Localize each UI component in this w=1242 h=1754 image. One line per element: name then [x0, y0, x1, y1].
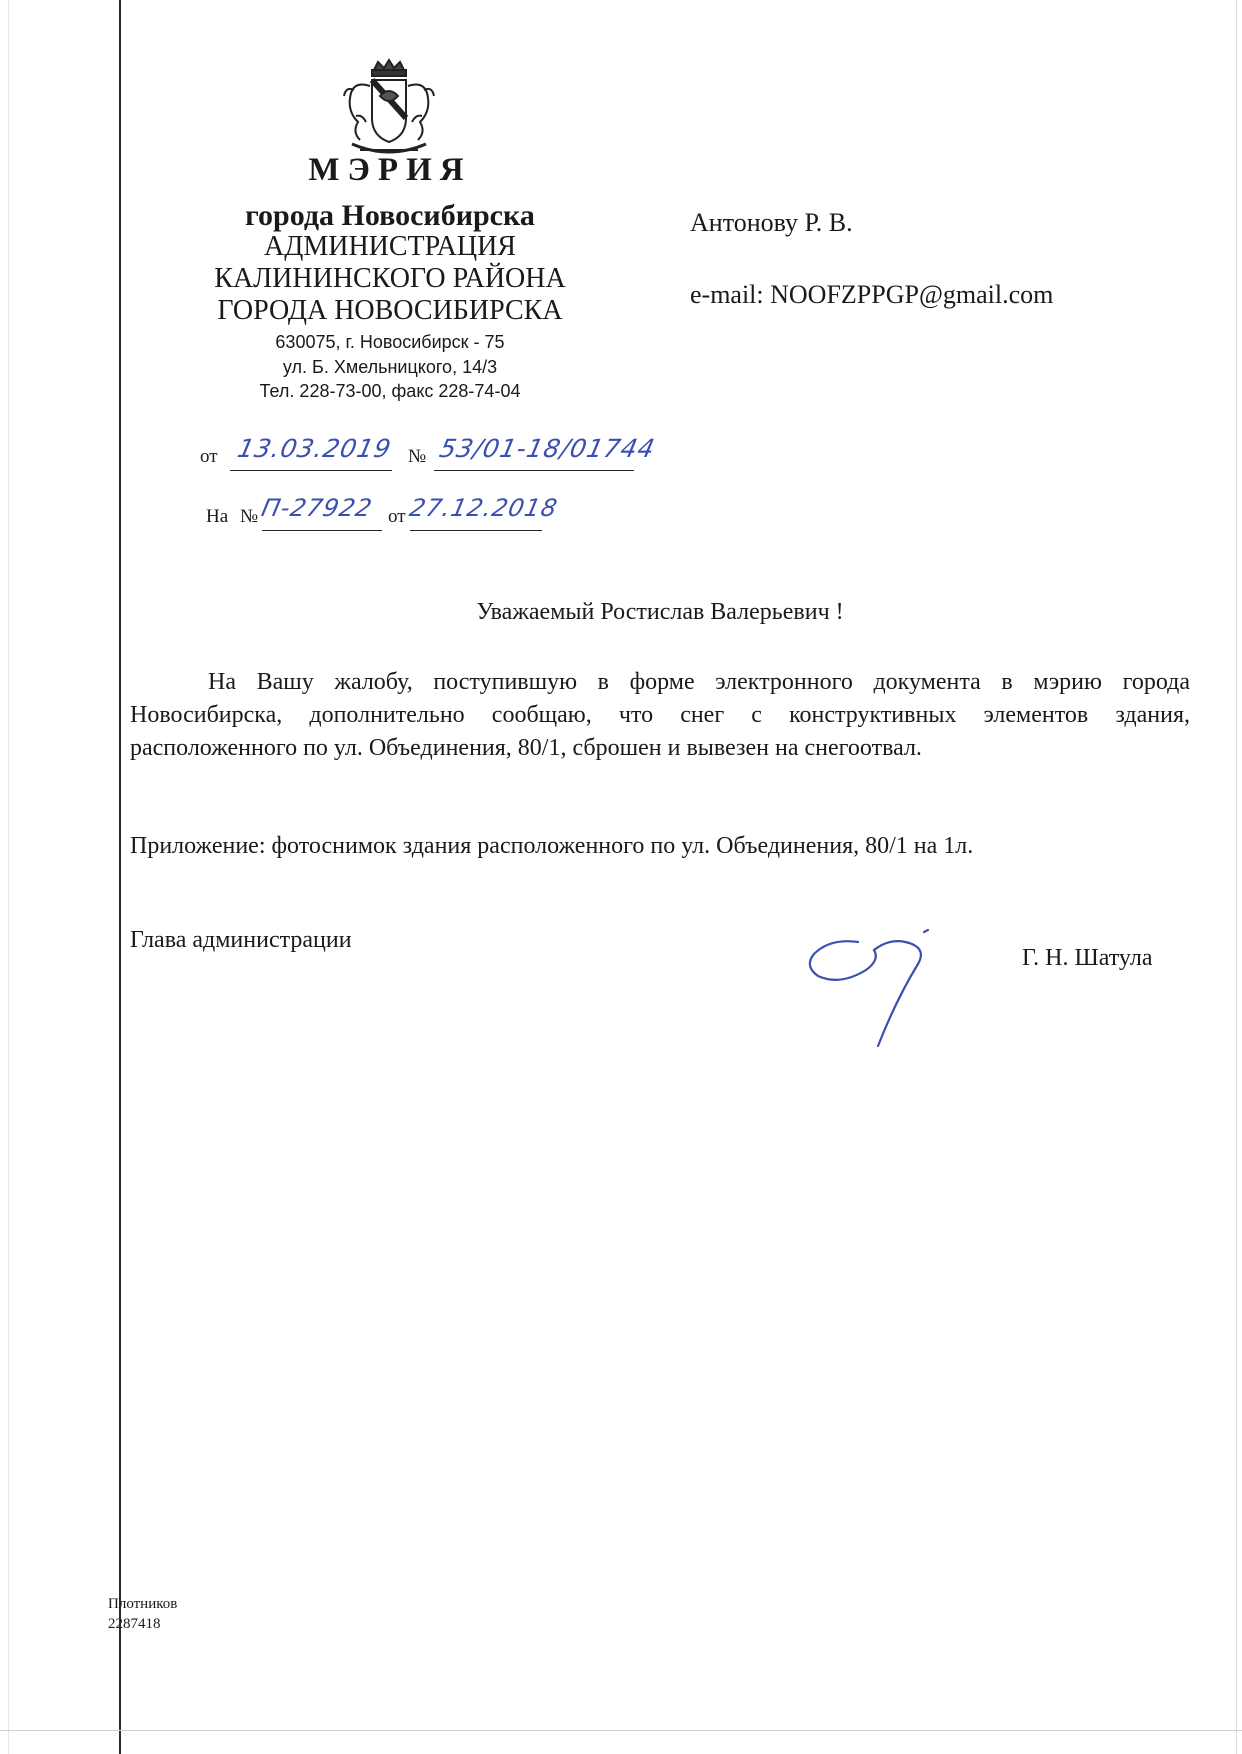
- reply-date: 27.12.2018: [407, 494, 561, 522]
- scan-edge-left: [8, 0, 9, 1754]
- address-line-1: 630075, г. Новосибирск - 75: [275, 332, 505, 352]
- meria-heading: МЭРИЯ: [308, 152, 472, 188]
- reply-from-label: от: [388, 506, 406, 527]
- reply-date-underline: [410, 530, 542, 531]
- address-line-2: ул. Б. Хмельницкого, 14/3: [282, 357, 498, 377]
- recipient-email: e-mail: NOOFZPPGP@gmail.com: [690, 280, 1054, 309]
- signature-icon: [800, 920, 960, 1060]
- executor-name: Плотников: [108, 1596, 178, 1612]
- scan-edge-right: [1236, 0, 1237, 1754]
- executor-phone: 2287418: [108, 1616, 161, 1632]
- address-line-3: Тел. 228-73-00, факс 228-74-04: [259, 381, 521, 401]
- reply-number-label: №: [240, 506, 259, 527]
- scan-edge-bottom: [0, 1730, 1242, 1731]
- number-label: №: [408, 446, 427, 467]
- reply-number-underline: [262, 530, 382, 531]
- letter-body: На Вашу жалобу, поступившую в форме электронного документа в мэрию города Новосибирска, дополнительно сообщаю, что снег с конструктивных элементов здания, расположенного по ул. Объединения, 80/1, сброшен и вывезен на снегоотвал.: [130, 669, 1190, 761]
- signatory-title: Глава администрации: [130, 927, 352, 953]
- recipient-name: Антонову Р. В.: [690, 208, 853, 237]
- outgoing-date: 13.03.2019: [234, 434, 395, 463]
- attachment-note: Приложение: фотоснимок здания расположенного по ул. Объединения, 80/1 на 1л.: [130, 833, 974, 859]
- admin-line-3: ГОРОДА НОВОСИБИРСКА: [217, 295, 563, 326]
- outgoing-number: 53/01-18/01744: [436, 434, 658, 463]
- city-heading: города Новосибирска: [245, 199, 535, 232]
- coat-of-arms-icon: [334, 56, 444, 166]
- from-label: от: [200, 446, 218, 467]
- binding-line: [119, 0, 121, 1754]
- reply-label: На: [206, 506, 229, 527]
- number-underline: [434, 470, 634, 471]
- admin-line-1: АДМИНИСТРАЦИЯ: [264, 231, 516, 262]
- reply-number: П-27922: [259, 494, 376, 522]
- signatory-name: Г. Н. Шатула: [1022, 945, 1153, 971]
- greeting: Уважаемый Ростислав Валерьевич !: [476, 599, 844, 625]
- admin-line-2: КАЛИНИНСКОГО РАЙОНА: [214, 263, 566, 294]
- date-underline: [230, 470, 392, 471]
